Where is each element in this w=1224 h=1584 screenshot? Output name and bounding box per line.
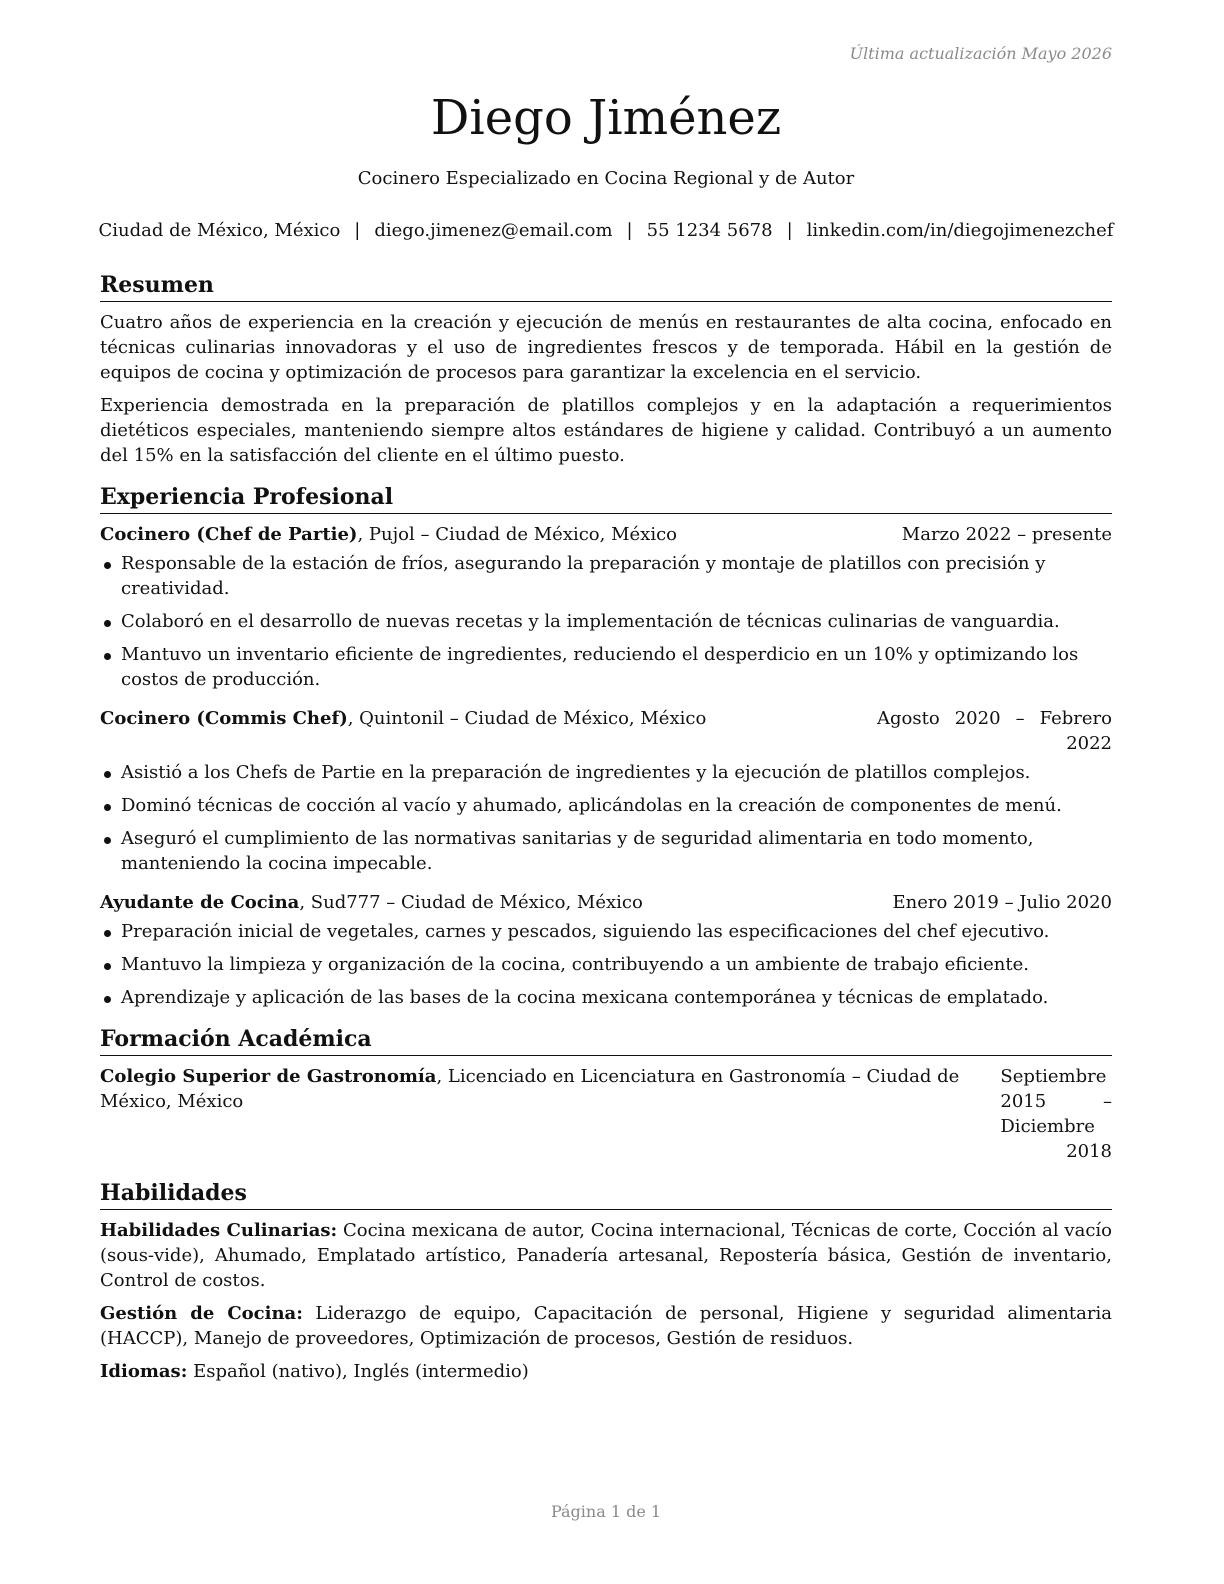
contact-separator: |	[626, 220, 633, 241]
bullet-icon	[104, 804, 111, 811]
education-dates: Septiembre 2015 – Diciembre 2018	[1000, 1066, 1112, 1162]
education-entry	[100, 1064, 1112, 1164]
job-title: Cocinero (Commis Chef)	[100, 708, 348, 729]
contact-linkedin-link[interactable]: linkedin.com/in/diegojimenezchef	[806, 220, 1114, 241]
education-section	[100, 1024, 1112, 1164]
professional-title: Cocinero Especializado en Cocina Regional y de Autor	[357, 168, 855, 189]
job-header	[100, 890, 1112, 915]
bullet-text: Colaboró en el desarrollo de nuevas recetas y la implementación de técnicas culinarias de vanguardia.	[121, 611, 1060, 632]
contact-email-link[interactable]: diego.jimenez@email.com	[374, 220, 613, 241]
education-school: Colegio Superior de Gastronomía	[100, 1066, 437, 1087]
skill-group-text: Español (nativo), Inglés (intermedio)	[187, 1361, 529, 1382]
job-dates: Agosto 2020 – Febrero 2022	[877, 708, 1112, 754]
bullet-icon	[104, 653, 111, 660]
list-item	[100, 642, 1112, 692]
summary-paragraph: Cuatro años de experiencia en la creación y ejecución de menús en restaurantes de alta cocina, enfocado en técnicas culinarias innovadoras y el uso de ingredientes frescos y de temporada. Hábil en la gestión de equipos de cocina y optimización de procesos para garantizar la excelencia en el servicio.	[100, 312, 1112, 383]
skill-group-label: Idiomas:	[100, 1361, 188, 1382]
education-degree-text: , Licenciado en Licenciatura en Gastronomía – Ciudad de México, México	[100, 1066, 960, 1112]
resume-content	[100, 270, 1112, 1398]
summary-section	[100, 270, 1112, 468]
experience-heading: Experiencia Profesional	[100, 482, 1112, 514]
job-entry	[100, 522, 1112, 692]
job-employer: , Quintonil – Ciudad de México, México	[347, 708, 707, 729]
bullet-text: Aseguró el cumplimiento de las normativas sanitarias y de seguridad alimentaria en todo momento, manteniendo la cocina impecable.	[121, 828, 1034, 874]
bullet-icon	[104, 930, 111, 937]
contact-phone: 55 1234 5678	[646, 220, 773, 241]
bullet-icon	[104, 837, 111, 844]
bullet-text: Mantuvo la limpieza y organización de la cocina, contribuyendo a un ambiente de trabajo eficiente.	[121, 954, 1029, 975]
list-item	[100, 952, 1112, 977]
bullet-text: Asistió a los Chefs de Partie en la preparación de ingredientes y la ejecución de platillos complejos.	[121, 762, 1031, 783]
bullet-icon	[104, 996, 111, 1003]
job-title: Ayudante de Cocina	[100, 892, 300, 913]
contact-location: Ciudad de México, México	[98, 220, 341, 241]
list-item	[100, 793, 1112, 818]
skill-group-text: Cocina mexicana de autor, Cocina internacional, Técnicas de corte, Cocción al vacío (sous-vide), Ahumado, Emplatado artístico, Panadería artesanal, Repostería básica, Gestión de inventario, Control de costos.	[100, 1220, 1112, 1291]
contact-line	[84, 218, 1128, 244]
list-item	[100, 760, 1112, 785]
list-item	[100, 826, 1112, 876]
list-item	[100, 551, 1112, 601]
job-role	[100, 706, 865, 756]
bullet-text: Mantuvo un inventario eficiente de ingredientes, reduciendo el desperdicio en un 10% y optimizando los costos de producción.	[121, 644, 1079, 690]
job-title: Cocinero (Chef de Partie)	[100, 524, 358, 545]
summary-paragraph: Experiencia demostrada en la preparación de platillos complejos y en la adaptación a requerimientos dietéticos especiales, manteniendo siempre altos estándares de higiene y calidad. Contribuyó a un aumento del 15% en la satisfacción del cliente en el último puesto.	[100, 395, 1112, 466]
skill-group	[100, 1218, 1112, 1293]
page-number: Página 1 de 1	[550, 1502, 662, 1521]
list-item	[100, 985, 1112, 1010]
summary-heading: Resumen	[100, 270, 1112, 302]
candidate-name: Diego Jiménez	[430, 90, 782, 146]
job-dates: Enero 2019 – Julio 2020	[892, 892, 1112, 913]
job-employer: , Pujol – Ciudad de México, México	[357, 524, 677, 545]
bullet-text: Dominó técnicas de cocción al vacío y ahumado, aplicándolas en la creación de componentes de menú.	[121, 795, 1062, 816]
job-entry	[100, 706, 1112, 876]
job-role	[100, 890, 881, 915]
contact-separator: |	[786, 220, 793, 241]
experience-section	[100, 482, 1112, 1010]
bullet-icon	[104, 771, 111, 778]
skills-section	[100, 1178, 1112, 1384]
bullet-icon	[104, 963, 111, 970]
job-entry	[100, 890, 1112, 1010]
skill-group-label: Gestión de Cocina:	[100, 1303, 303, 1324]
job-role	[100, 522, 890, 547]
resume-page	[100, 0, 1112, 1584]
job-dates: Marzo 2022 – presente	[901, 524, 1112, 545]
job-employer: , Sud777 – Ciudad de México, México	[299, 892, 643, 913]
skills-heading: Habilidades	[100, 1178, 1112, 1210]
education-degree	[100, 1064, 1000, 1164]
list-item	[100, 919, 1112, 944]
bullet-text: Aprendizaje y aplicación de las bases de la cocina mexicana contemporánea y técnicas de emplatado.	[121, 987, 1049, 1008]
contact-separator: |	[354, 220, 361, 241]
bullet-text: Responsable de la estación de fríos, asegurando la preparación y montaje de platillos con precisión y creatividad.	[121, 553, 1046, 599]
bullet-icon	[104, 562, 111, 569]
skill-group-label: Habilidades Culinarias:	[100, 1220, 338, 1241]
skill-group	[100, 1301, 1112, 1351]
job-bullets	[100, 551, 1112, 692]
bullet-text: Preparación inicial de vegetales, carnes y pescados, siguiendo las especificaciones del chef ejecutivo.	[121, 921, 1050, 942]
bullet-icon	[104, 620, 111, 627]
last-updated: Última actualización Mayo 2026	[849, 44, 1112, 63]
job-bullets	[100, 760, 1112, 876]
education-heading: Formación Académica	[100, 1024, 1112, 1056]
skill-group	[100, 1359, 1112, 1384]
list-item	[100, 609, 1112, 634]
job-bullets	[100, 919, 1112, 1010]
job-header	[100, 706, 1112, 756]
job-header	[100, 522, 1112, 547]
skill-group-text: Liderazgo de equipo, Capacitación de personal, Higiene y seguridad alimentaria (HACCP), Manejo de proveedores, Optimización de procesos, Gestión de residuos.	[100, 1303, 1112, 1349]
